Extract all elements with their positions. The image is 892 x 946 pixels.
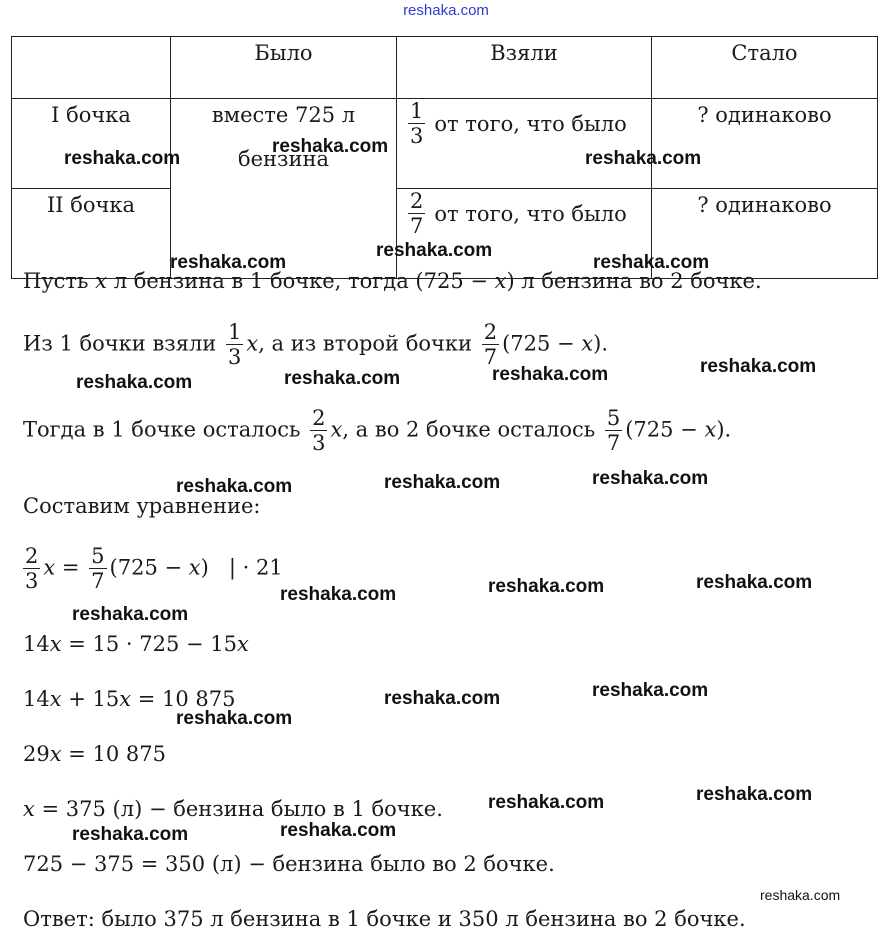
watermark: reshaka.com — [492, 364, 609, 385]
fraction: $\frac{5}{7}$ — [91, 544, 105, 593]
solution-line-8: 29x = 10 875 — [23, 742, 167, 766]
barrel-1-became: ? одинаково — [652, 99, 878, 189]
fraction: $\frac{5}{7}$ — [606, 406, 621, 455]
watermark: reshaka.com — [76, 372, 193, 393]
solution-line-4: Составим уравнение: — [23, 494, 261, 518]
fraction-num: 2 — [410, 189, 424, 213]
solution-line-7: 14x + 15x = 10 875 — [23, 687, 236, 711]
watermark: reshaka.com — [488, 576, 605, 597]
was-line2: бензина — [237, 147, 330, 171]
fraction — [408, 191, 425, 237]
took-text: от того, что было — [434, 202, 627, 226]
barrel-1-label: I бочка — [12, 99, 171, 189]
barrel-2-label: II бочка — [12, 189, 171, 279]
table-header-row — [12, 37, 878, 99]
fraction-den: 7 — [410, 214, 424, 238]
watermark: reshaka.com — [488, 792, 605, 813]
answer-line: Ответ: было 375 л бензина в 1 бочке и 350 л бензина во 2 бочке. — [23, 907, 746, 931]
fraction: $\frac{2}{3}$ — [312, 406, 326, 455]
barrel-1-took — [397, 99, 652, 189]
watermark: reshaka.com — [760, 887, 841, 903]
took-text: от того, что было — [434, 112, 627, 136]
watermark: reshaka.com — [593, 252, 710, 273]
watermark: reshaka.com — [284, 368, 401, 389]
watermark: reshaka.com — [592, 680, 709, 701]
fraction: $\frac{2}{3}$ — [25, 544, 39, 593]
watermark: reshaka.com — [64, 148, 181, 169]
solution-line-9: x = 375 (л) − бензина было в 1 бочке. — [23, 797, 443, 821]
barrel-2-became: ? одинаково — [652, 189, 878, 279]
solution-line-5: $\frac{2}{3}$ x = $\frac{5}{7}$ (725 − x) | · 21 — [25, 544, 283, 593]
solution-line-10: 725 − 375 = 350 (л) − бензина было во 2 бочке. — [23, 852, 555, 876]
fraction: $\frac{1}{3}$ — [227, 320, 242, 369]
watermark: reshaka.com — [376, 240, 493, 261]
header-link[interactable]: reshaka.com — [403, 2, 489, 19]
watermark: reshaka.com — [700, 356, 817, 377]
watermark: reshaka.com — [696, 784, 813, 805]
solution-line-3: Тогда в 1 бочке осталось $\frac{2}{3}$ x, а во 2 бочке осталось $\frac{5}{7}$ (725 − x). — [23, 406, 732, 455]
solution-line-2: Из 1 бочки взяли $\frac{1}{3}$ x, а из второй бочки $\frac{2}{7}$ (725 − x). — [23, 320, 609, 369]
watermark: reshaka.com — [384, 688, 501, 709]
watermark: reshaka.com — [176, 708, 293, 729]
watermark: reshaka.com — [280, 820, 397, 841]
was-line1: вместе 725 л — [211, 103, 356, 127]
watermark: reshaka.com — [72, 824, 189, 845]
header-was: Было — [171, 37, 397, 99]
watermark: reshaka.com — [585, 148, 702, 169]
table-row — [12, 99, 878, 189]
solution-line-1: Пусть x л бензина в 1 бочке, тогда (725 − x) л бензина во 2 бочке. — [23, 269, 762, 293]
watermark: reshaka.com — [176, 476, 293, 497]
watermark: reshaka.com — [384, 472, 501, 493]
header-became: Стало — [652, 37, 878, 99]
fraction: $\frac{2}{7}$ — [483, 320, 498, 369]
watermark: reshaka.com — [272, 136, 389, 157]
header-empty — [12, 37, 171, 99]
watermark: reshaka.com — [72, 604, 189, 625]
solution-line-6: 14x = 15 · 725 − 15x — [23, 632, 249, 656]
fraction-den: 3 — [410, 124, 424, 148]
watermark: reshaka.com — [592, 468, 709, 489]
watermark: reshaka.com — [280, 584, 397, 605]
fraction-num: 1 — [410, 99, 424, 123]
table-row — [12, 189, 878, 279]
watermark: reshaka.com — [696, 572, 813, 593]
fraction — [408, 101, 425, 147]
watermark: reshaka.com — [170, 252, 287, 273]
header-took: Взяли — [397, 37, 652, 99]
